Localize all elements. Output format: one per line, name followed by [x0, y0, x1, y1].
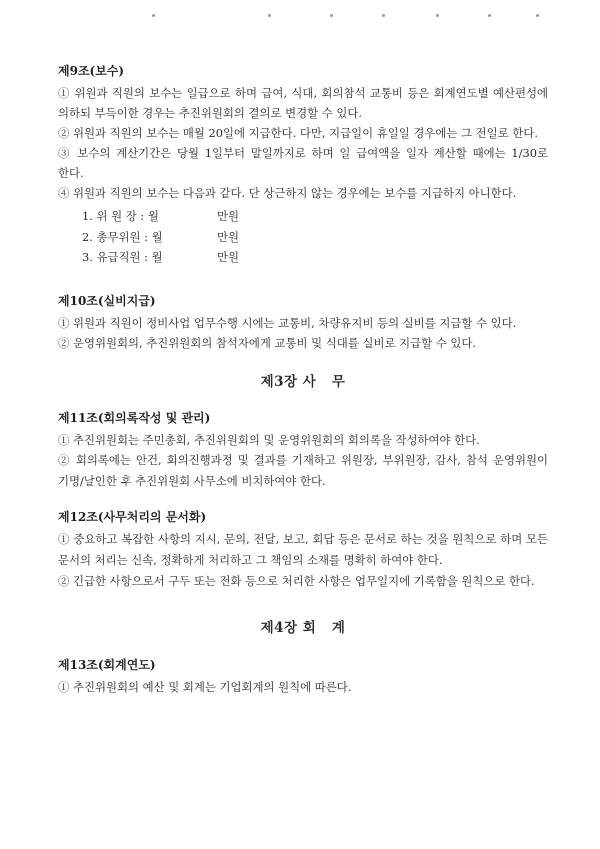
article-10-para-2: ② 운영위원회의, 추진위원회의 참석자에게 교통비 및 식대를 실비로 지급할 수 있다.: [58, 335, 476, 350]
salary-role: 3. 유급직원 : 월: [82, 250, 163, 264]
article-13-title: 제13조(회계연도): [58, 657, 156, 672]
article-11-title: 제11조(회의록작성 및 관리): [58, 410, 211, 425]
scan-speck: [268, 14, 271, 17]
article-10-title: 제10조(실비지급): [58, 293, 156, 308]
scan-speck: [382, 14, 385, 17]
salary-role: 2. 총무위원 : 월: [82, 229, 163, 244]
article-11: [58, 409, 548, 492]
article-11-para-2: ② 회의록에는 안건, 회의진행과정 및 결과를 기재하고 위원장, 부위원장, 감사, 참석 운영위원이 기명/날인한 후 추진위원회 사무소에 비치하여야 한다.: [58, 452, 548, 488]
salary-list: [58, 206, 548, 268]
article-9: [58, 62, 548, 268]
article-12-para-2: ② 긴급한 사항으로서 구두 또는 전화 등으로 처리한 사항은 업무일지에 기록함을 원칙으로 한다.: [58, 573, 535, 588]
chapter-4-heading: [58, 618, 548, 638]
article-9-para-3: ③ 보수의 계산기간은 당월 1일부터 말일까지로 하며 일 급여액을 일자 계산할 때에는 1/30로 한다.: [58, 146, 548, 180]
chapter-3-title: 제3장 사 무: [260, 373, 346, 390]
salary-amount: 만원: [217, 229, 240, 244]
article-9-para-4: ④ 위원과 직원의 보수는 다음과 같다. 단 상근하지 않는 경우에는 보수를 지급하지 아니한다.: [58, 186, 517, 200]
salary-role: 1. 위 원 장 : 월: [82, 209, 159, 223]
scan-speck: [488, 14, 491, 17]
article-13: [58, 656, 548, 697]
salary-amount: 만원: [217, 209, 240, 223]
article-9-para-1: ① 위원과 직원의 보수는 일급으로 하며 급여, 식대, 회의참석 교통비 등은 회계연도별 예산편성에 의하되 부득이한 경우는 추진위원회의 결의로 변경할 수 있다.: [58, 86, 548, 120]
salary-amount: 만원: [217, 250, 240, 264]
article-13-para-1: ① 추진위원회의 예산 및 회계는 기업회계의 원칙에 따른다.: [58, 679, 352, 694]
scan-speck: [436, 14, 439, 17]
scan-speck: [152, 14, 155, 17]
salary-row: [58, 247, 548, 268]
document-body: [58, 62, 548, 697]
article-12: [58, 508, 548, 592]
article-9-title: 제9조(보수): [58, 64, 125, 78]
article-10-para-1: ① 위원과 직원이 정비사업 업무수행 시에는 교통비, 차량유지비 등의 실비를 지급할 수 있다.: [58, 315, 517, 330]
article-9-para-2: ② 위원과 직원의 보수는 매월 20일에 지급한다. 다만, 지급일이 휴일일 경우에는 그 전일로 한다.: [58, 126, 538, 140]
scan-speck: [330, 14, 333, 17]
article-11-para-1: ① 추진위원회는 주민총회, 추진위원회의 및 운영위원회의 회의록을 작성하여야 한다.: [58, 432, 480, 447]
salary-row: [58, 206, 548, 227]
article-12-title: 제12조(사무처리의 문서화): [58, 509, 207, 524]
scan-speck: [536, 14, 539, 17]
chapter-3-heading: [58, 372, 548, 392]
article-12-para-1: ① 중요하고 복잡한 사항의 지시, 문의, 전달, 보고, 회답 등은 문서로 하는 것을 원칙으로 하며 모든 문서의 처리는 신속, 정확하게 처리하고 그 책임의 소재를 명확히 하여야 한다.: [58, 531, 548, 567]
article-10: [58, 292, 548, 353]
chapter-4-title: 제4장 회 계: [260, 619, 346, 636]
salary-row: [58, 227, 548, 248]
